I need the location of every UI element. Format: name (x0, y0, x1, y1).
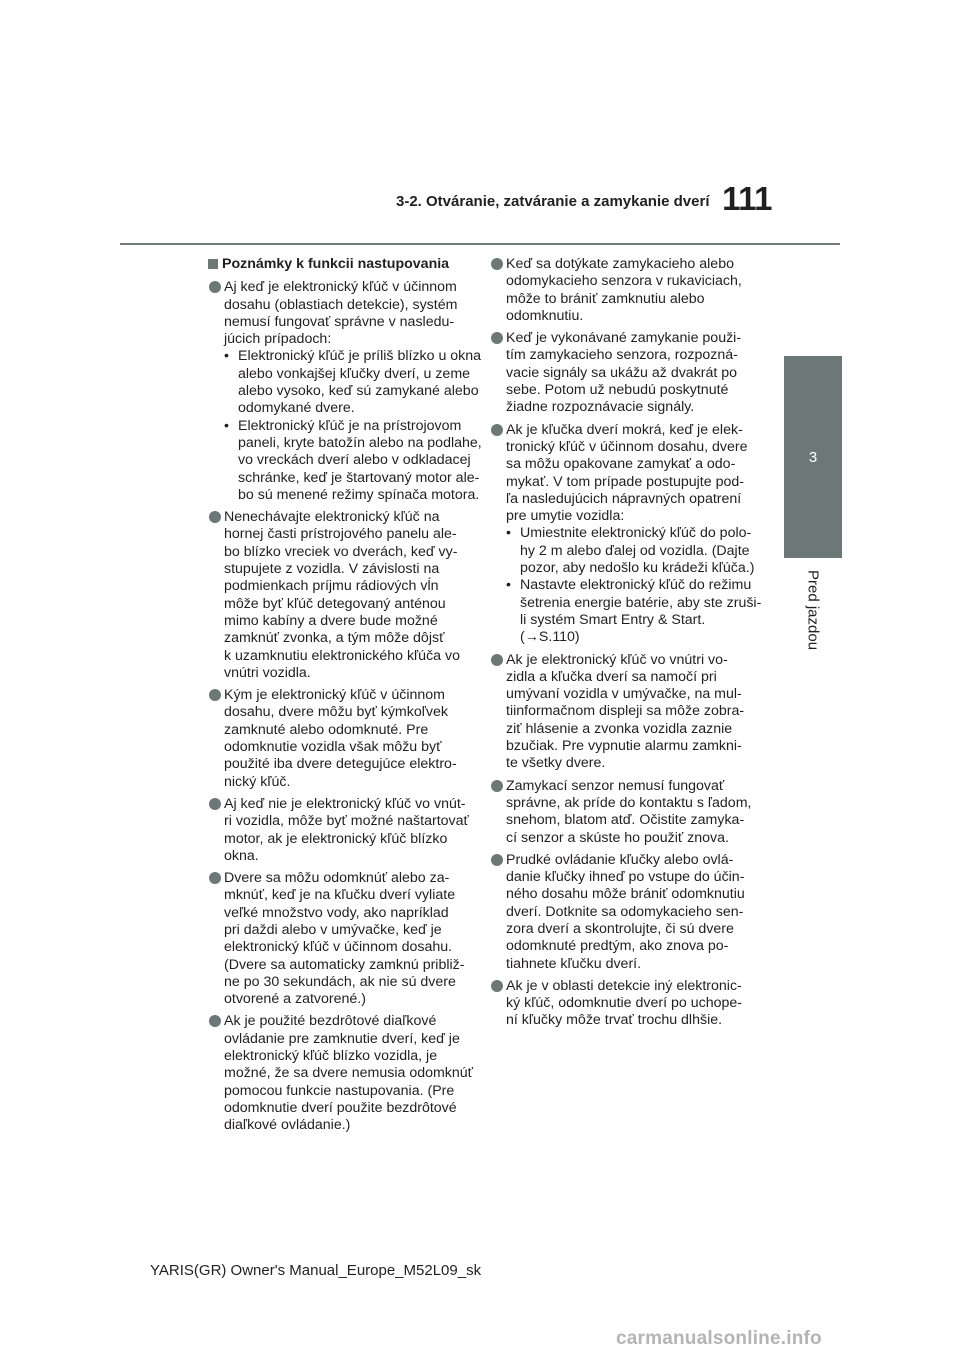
note-line: bzučiak. Pre vypnutie alarmu zamkni- (506, 738, 742, 755)
note-item (208, 870, 470, 1008)
chapter-number: 3 (808, 448, 818, 466)
round-bullet-icon (491, 854, 503, 866)
note-line: ne po 30 sekundách, ak nie sú dvere (224, 973, 456, 990)
round-bullet-icon (491, 424, 503, 436)
note-line: správne, ak príde do kontaktu s ľadom, (506, 794, 752, 811)
note-line: (Dvere sa automaticky zamknú približ- (224, 956, 465, 973)
note-line: cí senzor a skúste ho použiť znova. (506, 829, 729, 846)
round-bullet-icon (209, 1015, 221, 1027)
note-line: ní kľučky môže trvať trochu dlhšie. (506, 1012, 723, 1029)
note-line: pre umytie vozidla: (506, 508, 625, 525)
note-line: tiahnete kľučku dverí. (506, 955, 642, 972)
round-bullet-icon (209, 689, 221, 701)
note-line: vacie signály sa ukážu až dvakrát po (506, 364, 738, 381)
note-line: nemusí fungovať správne v nasledu- (224, 313, 455, 330)
note-line: sa môžu opakovane zamykať a odo- (506, 456, 736, 473)
note-line: žiadne rozpoznávacie signály. (506, 399, 695, 416)
sub-item-line: schránke, keď je štartovaný motor ale- (238, 469, 480, 486)
note-line: Ak je použité bezdrôtové diaľkové (224, 1013, 437, 1030)
round-bullet-icon (209, 798, 221, 810)
round-bullet-icon (491, 980, 503, 992)
note-item (208, 1013, 474, 1134)
note-item (208, 687, 470, 791)
note-item (490, 652, 756, 773)
note-line: ziť hlásenie a zvonka vozidla zaznie (506, 720, 733, 737)
note-line: tím zamykacieho senzora, rozpozná- (506, 347, 738, 364)
chapter-label: Pred jazdou (804, 570, 822, 651)
note-line: júcich prípadoch: (224, 331, 332, 348)
note-line: bo blízko vreciek vo dverách, keď vy- (224, 543, 458, 560)
note-line: veľké množstvo vody, ako napríklad (224, 904, 449, 921)
note-line: zidla a kľučka dverí sa namočí pri (506, 668, 717, 685)
note-line: odomknuté predtým, ako znova po- (506, 938, 729, 955)
note-line: odomykacieho senzora v rukaviciach, (506, 273, 742, 290)
sub-item-line: pozor, aby nedošlo ku krádeži kľúča.) (520, 560, 755, 577)
note-item (490, 421, 762, 647)
note-item (490, 778, 756, 847)
page-number: 111 (722, 180, 772, 217)
note-line: podmienkach príjmu rádiových vĺn (224, 578, 439, 595)
sub-item-line: vo vreckách dverí alebo v odkladacej (238, 452, 471, 469)
note-line: stupujete z vozidla. V závislosti na (224, 561, 440, 578)
note-line: otvorené a zatvorené.) (224, 991, 366, 1008)
note-line: Ak je v oblasti detekcie iný elektronic- (506, 977, 742, 994)
note-line: Ak je kľučka dverí mokrá, keď je elek- (506, 421, 743, 438)
dot-bullet: • (224, 348, 229, 365)
left-column (208, 256, 482, 1140)
note-line: Aj keď nie je elektronický kľúč vo vnút- (224, 795, 466, 812)
note-line: Zamykací senzor nemusí fungovať (506, 777, 725, 794)
note-line: sebe. Potom už nebudú poskytnuté (506, 382, 729, 399)
section-title: 3-2. Otváranie, zatváranie a zamykanie dverí (396, 193, 710, 210)
section-heading-text: Poznámky k funkcii nastupovania (222, 256, 450, 272)
round-bullet-icon (491, 258, 503, 270)
note-line: dverí. Dotknite sa odomykacieho sen- (506, 903, 744, 920)
sub-item-line: paneli, kryte batožín alebo na podlahe, (238, 434, 482, 451)
note-line: použité iba dvere detegujúce elektro- (224, 756, 457, 773)
sub-item-line: (→S.110) (520, 629, 580, 646)
note-item (208, 796, 470, 865)
note-line: Ak je elektronický kľúč vo vnútri vo- (506, 651, 728, 668)
note-line: pri daždi alebo v umývačke, keď je (224, 921, 442, 938)
note-line: Kým je elektronický kľúč v účinnom (224, 687, 445, 704)
sub-item-line: Nastavte elektronický kľúč do režimu (520, 577, 752, 594)
note-item (490, 852, 756, 973)
round-bullet-icon (209, 511, 221, 523)
sub-item-line: odomykané dvere. (238, 400, 355, 417)
right-column (490, 256, 762, 1035)
note-line: Dvere sa môžu odomknúť alebo za- (224, 870, 450, 887)
note-line: nický kľúč. (224, 773, 291, 790)
note-line: zora dverí a skontrolujte, či sú dvere (506, 920, 734, 937)
note-line: okna. (224, 847, 259, 864)
note-line: pomocou funkcie nastupovania. (Pre (224, 1082, 455, 1099)
note-line: mknúť, keď je na kľučku dverí vyliate (224, 887, 456, 904)
watermark[interactable]: carmanualsonline.info (616, 1328, 822, 1349)
sub-item (506, 577, 762, 646)
note-line: Nenechávajte elektronický kľúč na (224, 509, 440, 526)
sub-item (506, 525, 756, 577)
note-line: Keď sa dotýkate zamykacieho alebo (506, 256, 734, 272)
note-line: mimo kabíny a dvere bude možné (224, 612, 438, 629)
dot-bullet: • (506, 577, 511, 594)
note-line: mykať. V tom prípade postupujte pod- (506, 473, 744, 490)
note-line: ovládanie pre zamknutie dverí, keď je (224, 1030, 460, 1047)
note-line: elektronický kľúč v účinnom dosahu. (224, 939, 453, 956)
note-line: ného dosahu môže brániť odomknutiu (506, 886, 745, 903)
round-bullet-icon (491, 332, 503, 344)
note-line: ký kľúč, odomknutie dverí po uchope- (506, 995, 742, 1012)
section-heading (208, 256, 470, 273)
note-line: odomknutiu. (506, 307, 584, 324)
note-line: tiinformačnom displeji sa môže zobra- (506, 703, 745, 720)
note-line: odomknutie vozidla však môžu byť (224, 739, 442, 756)
note-line: snehom, blatom atď. Očistite zamyka- (506, 812, 745, 829)
note-line: danie kľučky ihneď po vstupe do účin- (506, 869, 745, 886)
note-line: môže byť kľúč detegovaný anténou (224, 595, 446, 612)
note-line: možné, že sa dvere nemusia odomknúť (224, 1065, 474, 1082)
chapter-label-container (781, 570, 845, 730)
sub-item-line: Umiestnite elektronický kľúč do polo- (520, 525, 752, 542)
note-line: dosahu (oblastiach detekcie), systém (224, 296, 458, 313)
chapter-tab[interactable] (784, 356, 842, 558)
note-line: diaľkové ovládanie.) (224, 1117, 351, 1134)
sub-item (224, 348, 482, 417)
round-bullet-icon (491, 654, 503, 666)
note-line: umývaní vozidla v umývačke, na mul- (506, 686, 742, 703)
note-item (208, 509, 470, 682)
note-line: zamknúť zvonka, a tým môže dôjsť (224, 630, 445, 647)
note-line: vnútri vozidla. (224, 664, 311, 681)
sub-item-line: alebo vonkajšej kľučky dverí, u zeme (238, 365, 471, 382)
sub-item-line: alebo vysoko, keď sú zamykané alebo (238, 383, 479, 400)
square-bullet-icon (208, 259, 218, 269)
note-line: motor, ak je elektronický kľúč blízko (224, 830, 448, 847)
round-bullet-icon (491, 780, 503, 792)
sub-item-line: šetrenia energie batérie, aby ste zruši- (520, 594, 762, 611)
note-line: Keď je vykonávané zamykanie použi- (506, 330, 742, 347)
note-item (490, 330, 756, 416)
sub-item (224, 417, 482, 504)
round-bullet-icon (209, 872, 221, 884)
sub-item-line: hy 2 m alebo ďalej od vozidla. (Dajte (520, 542, 750, 559)
sub-item-line: Elektronický kľúč je na prístrojovom (238, 417, 462, 434)
note-line: dosahu, dvere môžu byť kýmkoľvek (224, 704, 448, 721)
footer-text: YARIS(GR) Owner's Manual_Europe_M52L09_sk (150, 1262, 482, 1279)
note-line: zamknuté alebo odomknuté. Pre (224, 721, 429, 738)
sub-item-line: Elektronický kľúč je príliš blízko u okna (238, 348, 482, 365)
sub-item-line: li systém Smart Entry & Start. (520, 611, 706, 628)
note-line: ľa nasledujúcich nápravných opatrení (506, 490, 742, 507)
note-item (208, 279, 482, 504)
note-line: ri vozidla, môže byť možné naštartovať (224, 813, 469, 830)
header-divider (120, 243, 840, 245)
note-line: elektronický kľúč blízko vozidla, je (224, 1048, 438, 1065)
note-item (490, 978, 756, 1030)
note-line: odomknutie dverí použite bezdrôtové (224, 1099, 457, 1116)
sub-item-line: bo sú menené režimy spínača motora. (238, 486, 480, 503)
dot-bullet: • (506, 525, 511, 542)
note-line: Aj keď je elektronický kľúč v účinnom (224, 279, 457, 296)
dot-bullet: • (224, 417, 229, 434)
note-item (490, 256, 756, 325)
round-bullet-icon (209, 281, 221, 293)
note-line: Prudké ovládanie kľučky alebo ovlá- (506, 851, 734, 868)
note-line: tronický kľúč v účinnom dosahu, dvere (506, 438, 748, 455)
note-line: k uzamknutiu elektronického kľúča vo (224, 647, 460, 664)
note-line: môže to brániť zamknutiu alebo (506, 290, 705, 307)
note-line: te všetky dvere. (506, 755, 606, 772)
note-line: hornej časti prístrojového panelu ale- (224, 526, 457, 543)
